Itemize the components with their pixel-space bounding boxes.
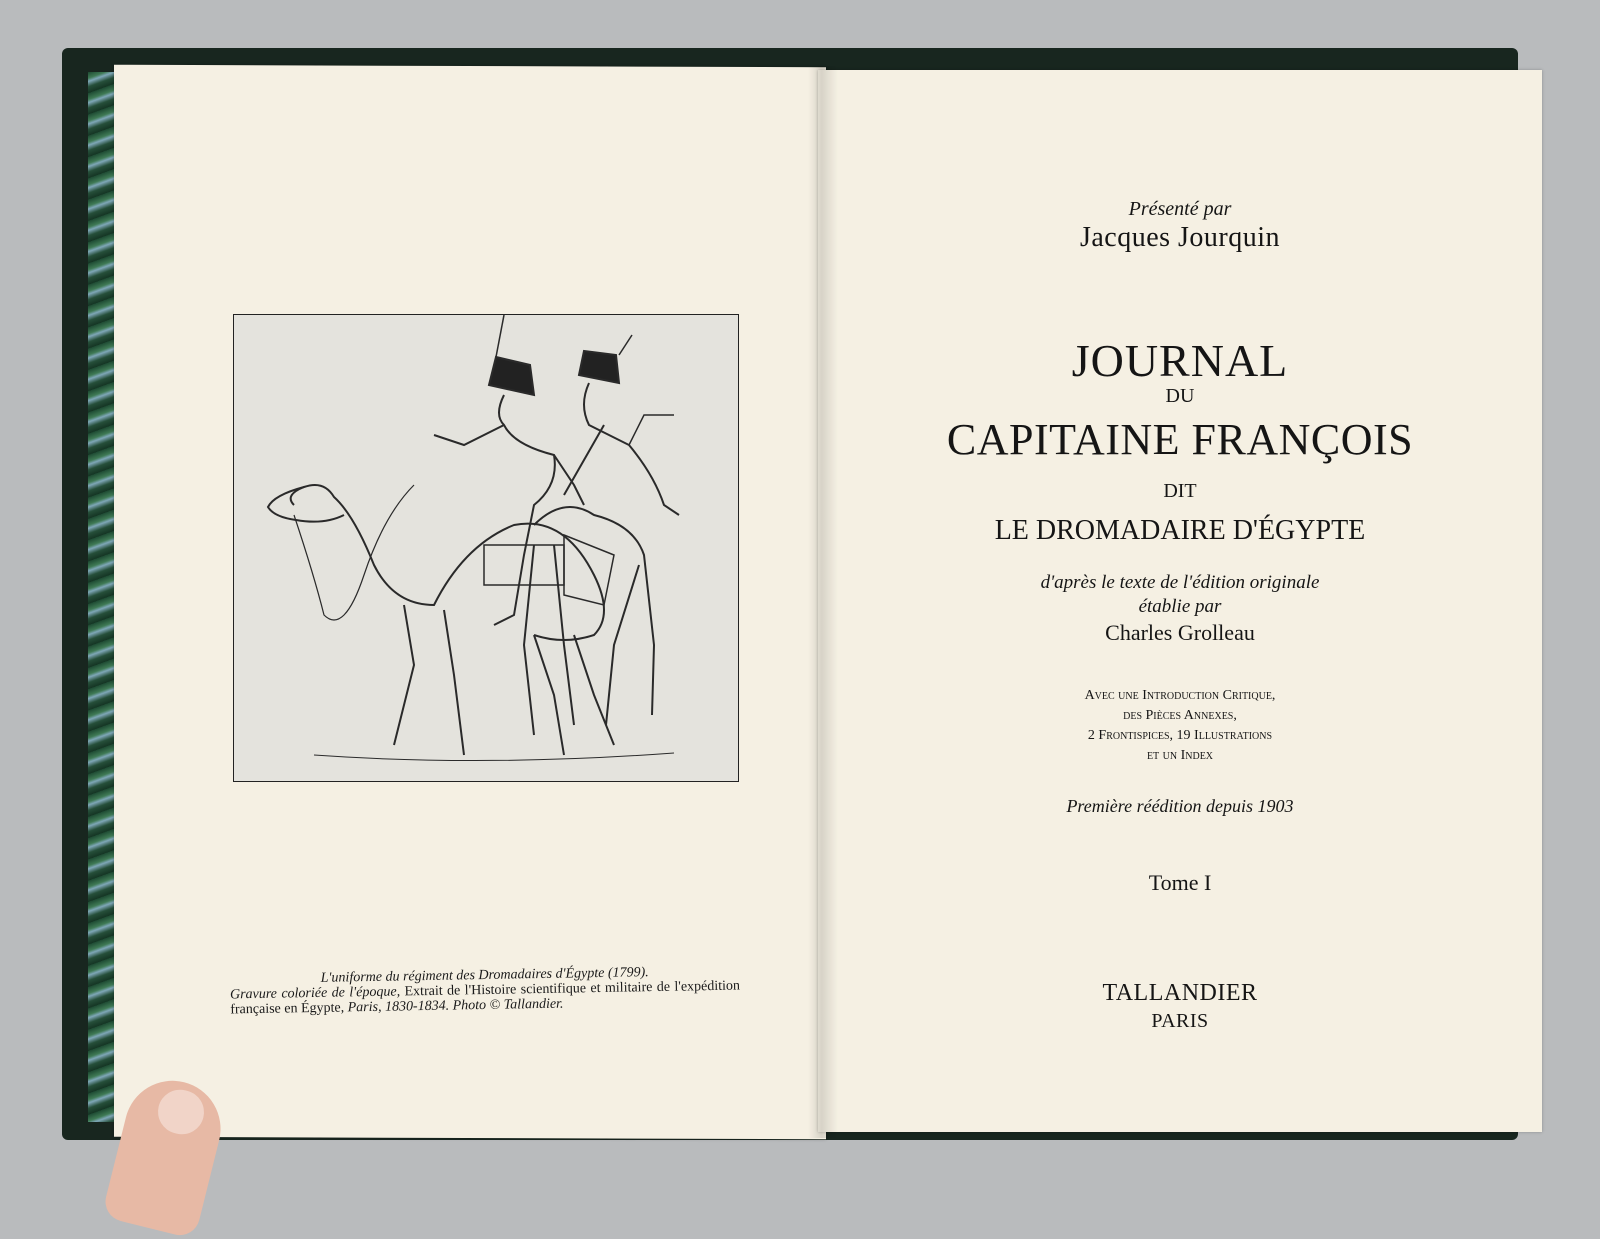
editor-name: Charles Grolleau [1105,620,1255,645]
presented-by: Présenté par [1128,198,1232,220]
contents-line: et un Index [1146,748,1214,763]
caption-source: Extrait de l'Histoire scientifique et militaire de l'expédition française en Égypte, [230,978,741,1018]
title-dit: DIT [1163,480,1197,502]
camel-riders-illustration-icon [234,315,738,781]
title-dromadaire: LE DROMADAIRE D'ÉGYPTE [994,515,1366,546]
contents-line: Avec une Introduction Critique, [1084,688,1276,703]
caption-credit: Paris, 1830-1834. Photo © Tallandier. [347,996,564,1016]
title-du: DU [1165,385,1195,407]
frontispice-plate [233,314,739,782]
caption-italic-source: Gravure coloriée de l'époque, [229,984,401,1003]
edition-note: d'après le texte de l'édition originale [1040,572,1320,593]
established-by: établie par [1138,596,1222,617]
title-capitaine: CAPITAINE FRANÇOIS [946,415,1414,464]
contents-line: des Pièces Annexes, [1123,708,1237,723]
caption-line-1: L'uniforme du régiment des Dromadaires d'Égypte (1799). [320,965,649,986]
volume-label: Tome I [1148,870,1212,895]
publisher-name: TALLANDIER [1102,980,1258,1006]
reedition-note: Première réédition depuis 1903 [1066,796,1294,816]
contents-note [818,686,1542,766]
publisher-city: PARIS [1151,1010,1209,1032]
plate-caption [230,964,741,1018]
title-journal: JOURNAL [1071,335,1289,386]
presenter-name: Jacques Jourquin [1079,222,1281,253]
contents-line: 2 Frontispices, 19 Illustrations [1087,728,1273,743]
